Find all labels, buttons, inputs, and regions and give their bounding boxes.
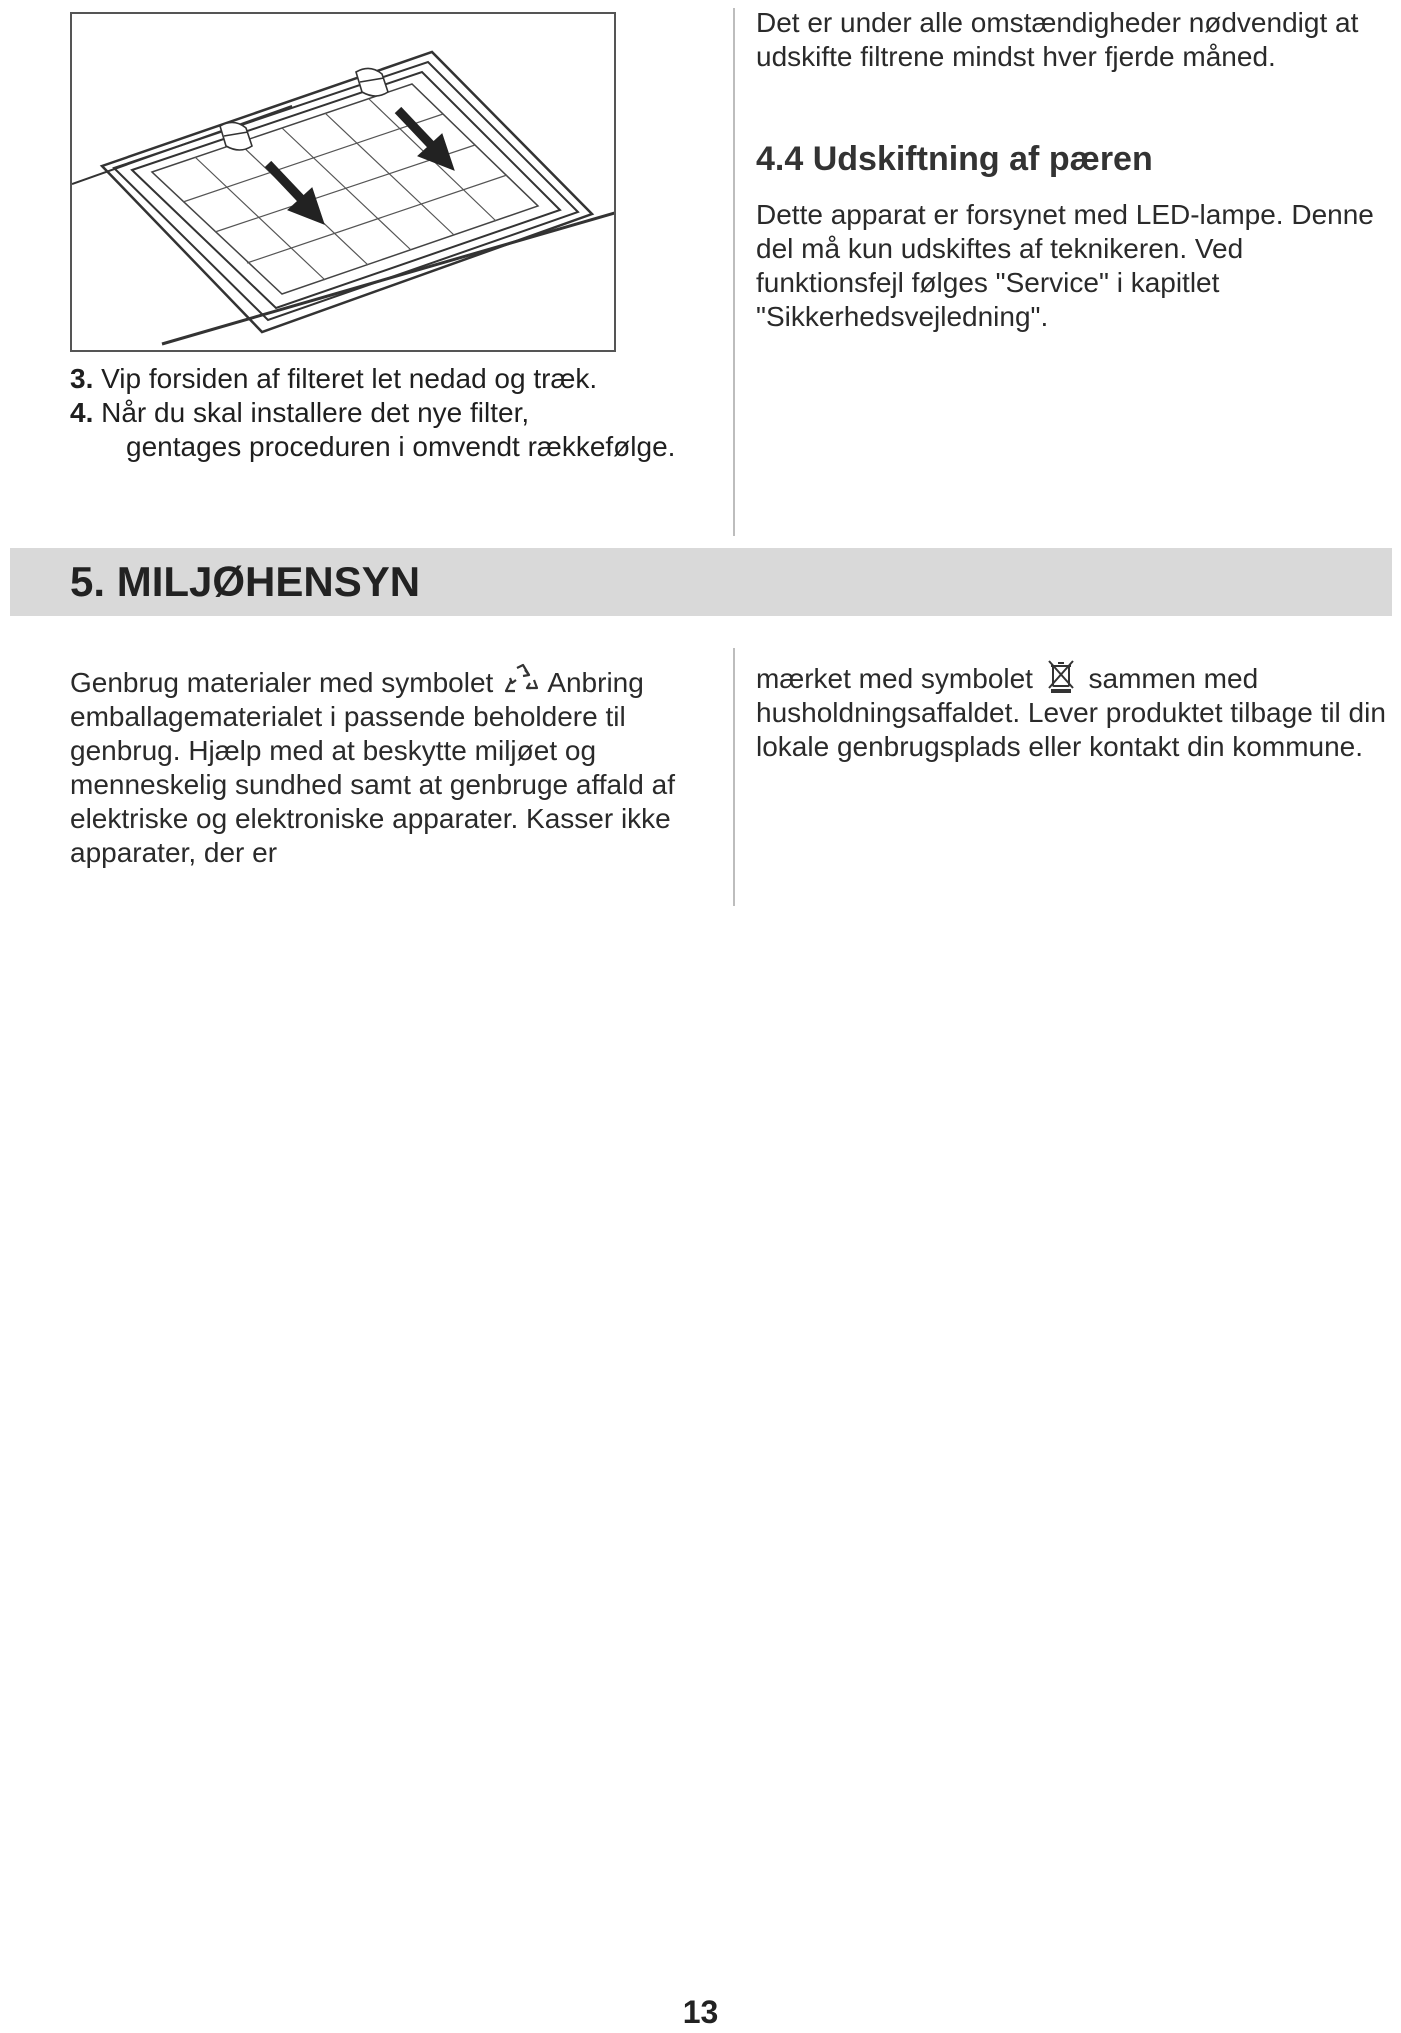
environment-text-right (756, 658, 1386, 764)
bulb-replacement-text: Dette apparat er forsynet med LED-lampe. Denne del må kun udskiftes af teknikeren. Ved funktionsfejl følges "Service" i kapitlet "Sikkerhedsvejledning". (756, 199, 1374, 332)
step-text: Vip forsiden af filteret let nedad og træk. (101, 363, 598, 394)
weee-sentence: mærket med symbolet (756, 663, 1033, 694)
filter-removal-illustration-icon (72, 14, 616, 352)
recycle-sentence: Genbrug materialer med symbolet (70, 667, 494, 698)
crossed-bin-icon (1041, 658, 1081, 694)
section-number: 5. (70, 558, 106, 605)
step-4 (70, 396, 690, 430)
step-text: Når du skal installere det nye filter, (101, 397, 530, 428)
column-divider-bottom (733, 648, 735, 906)
step-number: 4. (70, 397, 94, 428)
filter-illustration (70, 12, 616, 352)
bulb-replacement-heading: 4.4 Udskiftning af pæren (756, 140, 1153, 178)
disposal-text: sammen med husholdningsaffaldet. Lever produktet tilbage til din lokale genbrugsplads eller kontakt din kommune. (756, 663, 1386, 762)
environment-text-left (70, 662, 720, 870)
section-title-text: MILJØHENSYN (116, 558, 421, 605)
step-number: 3. (70, 363, 94, 394)
column-divider-top (733, 8, 735, 536)
step-4-continuation: gentages proceduren i omvendt rækkefølge. (126, 431, 676, 462)
packaging-text: Anbring emballagematerialet i passende beholdere til genbrug. Hjælp med at beskytte miljøet og menneskelig sundhed samt at genbruge affald af elektriske og elektroniske apparater. Kasser ikke apparater, der er (70, 667, 676, 868)
section-header-band (10, 548, 1392, 616)
step-3 (70, 362, 690, 396)
filter-steps (70, 362, 690, 464)
page-number: 13 (682, 1994, 719, 2030)
filter-replacement-note: Det er under alle omstændigheder nødvendigt at udskifte filtrene mindst hver fjerde måned. (756, 7, 1359, 72)
recycle-icon (501, 662, 541, 698)
section-title (70, 558, 420, 606)
